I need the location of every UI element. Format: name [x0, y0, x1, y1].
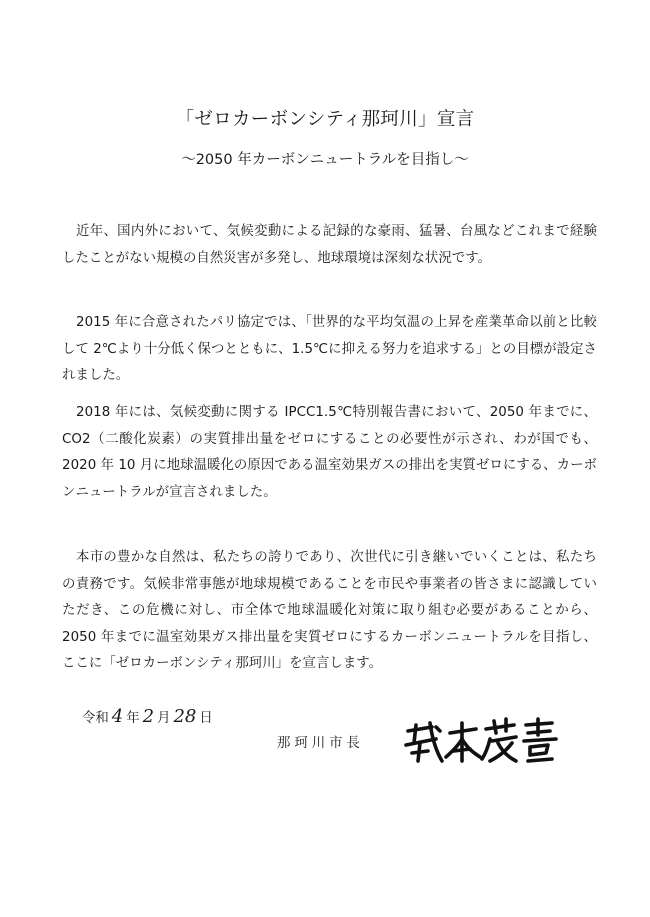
handwritten-signature	[402, 717, 562, 767]
date-month-unit: 月	[157, 711, 171, 726]
paragraph-climate-disasters: 近年、国内外において、気候変動による記録的な豪雨、猛暑、台風などこれまで経験したことがない規模の自然災害が多発し、地球環境は深刻な状況です。	[62, 224, 597, 266]
date-day: 28	[173, 706, 197, 727]
paragraph-declaration: 本市の豊かな自然は、私たちの誇りであり、次世代に引き継いでいくことは、私たちの責務です。気候非常事態が地球規模であることを市民や事業者の皆さまに認識していただき、この危機に対し、市全体で地球温暖化対策に取り組む必要があることから、2050 年までに温室効果ガス排出量を実質ゼロにするカーボンニュートラルを目指し、ここに「ゼロカーボンシティ那珂川」を宣言します。	[62, 550, 597, 671]
paragraph-ipcc-report: 2018 年には、気候変動に関する IPCC1.5℃特別報告書において、2050 年までに、CO2（二酸化炭素）の実質排出量をゼロにすることの必要性が示され、わが国でも、2020 年 10 月に地球温暖化の原因である温室効果ガスの排出を実質ゼロにする、カーボンニュートラルが宣言されました。	[62, 405, 597, 500]
date-year-unit: 年	[126, 711, 140, 726]
declaration-title: 「ゼロカーボンシティ那珂川」宣言	[175, 109, 475, 130]
date-day-unit: 日	[199, 711, 213, 726]
date-era: 令和	[82, 711, 109, 726]
declaration-date	[82, 706, 213, 727]
mayor-title: 那珂川市長	[277, 736, 364, 751]
paragraph-paris-agreement: 2015 年に合意されたパリ協定では、「世界的な平均気温の上昇を産業革命以前と比較して 2℃より十分低く保つとともに、1.5℃に抑える努力を追求する」との目標が設定されました。	[62, 315, 597, 383]
declaration-subtitle: ～2050 年カーボンニュートラルを目指し～	[181, 152, 469, 168]
date-year: 4	[111, 706, 124, 727]
date-month: 2	[142, 706, 155, 727]
